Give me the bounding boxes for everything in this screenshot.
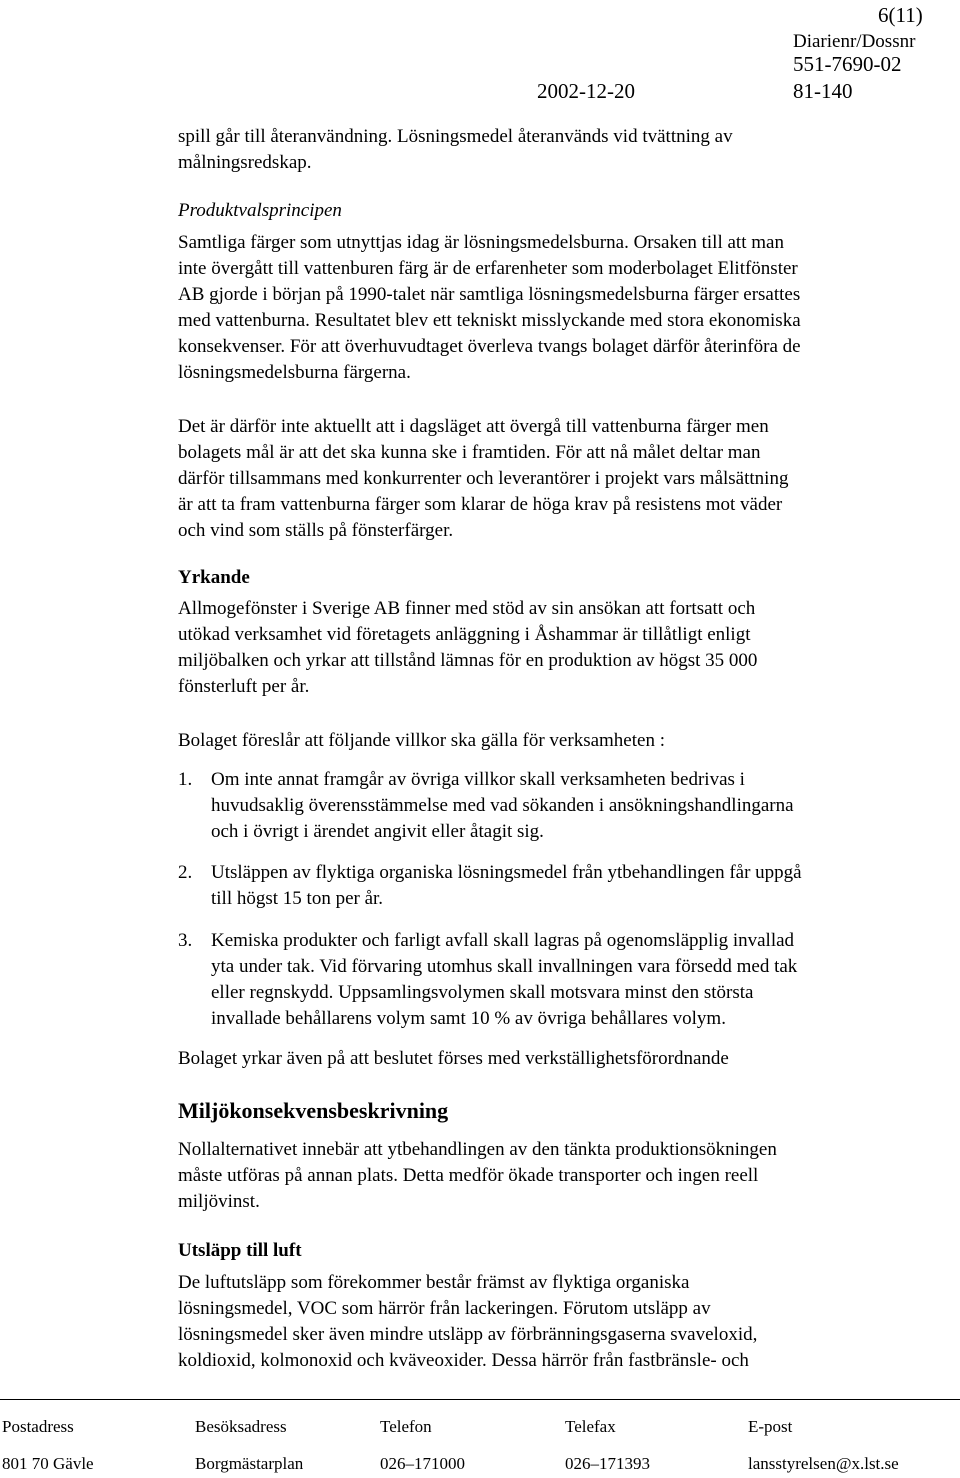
text-line: De luftutsläpp som förekommer består främst av flyktiga organiska: [178, 1272, 690, 1293]
text-line: och i övrigt i ärendet angivit eller åtagit sig.: [211, 821, 544, 842]
text-line: invallade behållarens volym samt 10 % av övriga behållares volym.: [211, 1008, 726, 1029]
text-line: fönsterluft per år.: [178, 676, 310, 697]
list-number: 2.: [178, 862, 193, 883]
text-line: bolagets mål är att det ska kunna ske i framtiden. För att nå målet deltar man: [178, 442, 761, 463]
heading-miljokonsekvensbeskrivning: Miljökonsekvensbeskrivning: [178, 1098, 449, 1123]
text-line: konsekvenser. För att överhuvudtaget överleva tvangs bolaget därför återinföra de: [178, 336, 801, 357]
text-line: Kemiska produkter och farligt avfall skall lagras på ogenomsläpplig invallad: [211, 930, 795, 951]
paragraph-yrkande: [178, 596, 918, 700]
text-line: Utsläppen av flyktiga organiska lösningsmedel från ytbehandlingen får uppgå: [211, 862, 802, 883]
paragraph-produktval: [178, 230, 918, 386]
text-line: Det är därför inte aktuellt att i dagsläget att övergå till vattenburna färger men: [178, 416, 769, 437]
text-line: yta under tak. Vid förvaring utomhus skall invallningen vara försedd med tak: [211, 956, 798, 977]
paragraph-verkstallighet: Bolaget yrkar även på att beslutet förses med verkställighetsförordnande: [178, 1048, 729, 1069]
text-line: Nollalternativet innebär att ytbehandlingen av den tänkta produktionsökningen: [178, 1139, 777, 1160]
list-item: [211, 928, 921, 1032]
text-line: miljövinst.: [178, 1191, 260, 1212]
footer-label-besoksadress: Besöksadress: [195, 1417, 287, 1436]
dossnr-value: 81-140: [793, 79, 853, 103]
text-line: till högst 15 ton per år.: [211, 888, 384, 909]
text-line: lösningsmedel sker även mindre utsläpp av förbränningsgaserna svaveloxid,: [178, 1324, 758, 1345]
footer-label-telefon: Telefon: [380, 1417, 432, 1436]
text-line: är att ta fram vattenburna färger som klarar de höga krav på resistens mot väder: [178, 494, 783, 515]
text-line: lösningsmedel, VOC som härrör från lackeringen. Förutom utsläpp av: [178, 1298, 711, 1319]
text-line: eller regnskydd. Uppsamlingsvolymen skall motsvara minst den största: [211, 982, 754, 1003]
paragraph-intro: [178, 124, 918, 176]
text-line: miljöbalken och yrkar att tillstånd lämnas för en produktion av högst 35 000: [178, 650, 758, 671]
list-item: [211, 860, 921, 912]
text-line: med vattenburna. Resultatet blev ett tekniskt misslyckande med stora ekonomiska: [178, 310, 801, 331]
list-item: [211, 767, 921, 845]
text-line: lösningsmedelsburna färgerna.: [178, 362, 411, 383]
text-line: utökad verksamhet vid företagets anläggning i Åshammar är tillåtligt enligt: [178, 624, 751, 645]
text-line: och vind som ställs på fönsterfärger.: [178, 520, 454, 541]
text-line: därför tillsammans med konkurrenter och leverantörer i projekt vars målsättning: [178, 468, 789, 489]
diarienr-value: 551-7690-02: [793, 52, 902, 76]
footer-label-postadress: Postadress: [2, 1417, 74, 1436]
text-line: huvudsaklig överensstämmelse med vad sökanden i ansökningshandlingarna: [211, 795, 794, 816]
diarienr-label: Diarienr/Dossnr: [793, 31, 916, 52]
footer-value-besoksadress: Borgmästarplan: [195, 1454, 304, 1473]
list-number: 3.: [178, 930, 193, 951]
text-line: koldioxid, kolmonoxid och kväveoxider. Dessa härrör från fastbränsle- och: [178, 1350, 749, 1371]
footer-label-telefax: Telefax: [565, 1417, 616, 1436]
heading-utslapp-till-luft: Utsläpp till luft: [178, 1240, 302, 1261]
text-line: Allmogefönster i Sverige AB finner med stöd av sin ansökan att fortsatt och: [178, 598, 756, 619]
footer-value-telefon: 026–171000: [380, 1454, 465, 1473]
text-line: Om inte annat framgår av övriga villkor skall verksamheten bedrivas i: [211, 769, 745, 790]
document-date: 2002-12-20: [537, 79, 635, 103]
heading-yrkande: Yrkande: [178, 567, 250, 588]
paragraph-villkor-intro: Bolaget föreslår att följande villkor ska gälla för verksamheten :: [178, 730, 665, 751]
heading-produktvalsprincipen: Produktvalsprincipen: [178, 200, 342, 221]
text-line: målningsredskap.: [178, 152, 312, 173]
list-number: 1.: [178, 769, 193, 790]
text-line: inte övergått till vattenburen färg är de erfarenheter som moderbolaget Elitfönster: [178, 258, 798, 279]
footer-label-epost: E-post: [748, 1417, 793, 1436]
text-line: spill går till återanvändning. Lösningsmedel återanvänds vid tvättning av: [178, 126, 733, 147]
paragraph-vattenburna: [178, 414, 918, 544]
footer-value-telefax: 026–171393: [565, 1454, 650, 1473]
page-number: 6(11): [878, 3, 923, 27]
paragraph-luftutslapp: [178, 1270, 918, 1374]
text-line: Samtliga färger som utnyttjas idag är lösningsmedelsburna. Orsaken till att man: [178, 232, 784, 253]
footer-divider: [0, 1399, 960, 1400]
text-line: måste utföras på annan plats. Detta medför ökade transporter och ingen reell: [178, 1165, 759, 1186]
text-line: AB gjorde i början på 1990-talet när samtliga lösningsmedelsburna färger ersattes: [178, 284, 801, 305]
footer-value-postadress: 801 70 Gävle: [2, 1454, 94, 1473]
footer-value-epost[interactable]: lansstyrelsen@x.lst.se: [748, 1454, 899, 1473]
paragraph-nollalternativ: [178, 1137, 918, 1215]
